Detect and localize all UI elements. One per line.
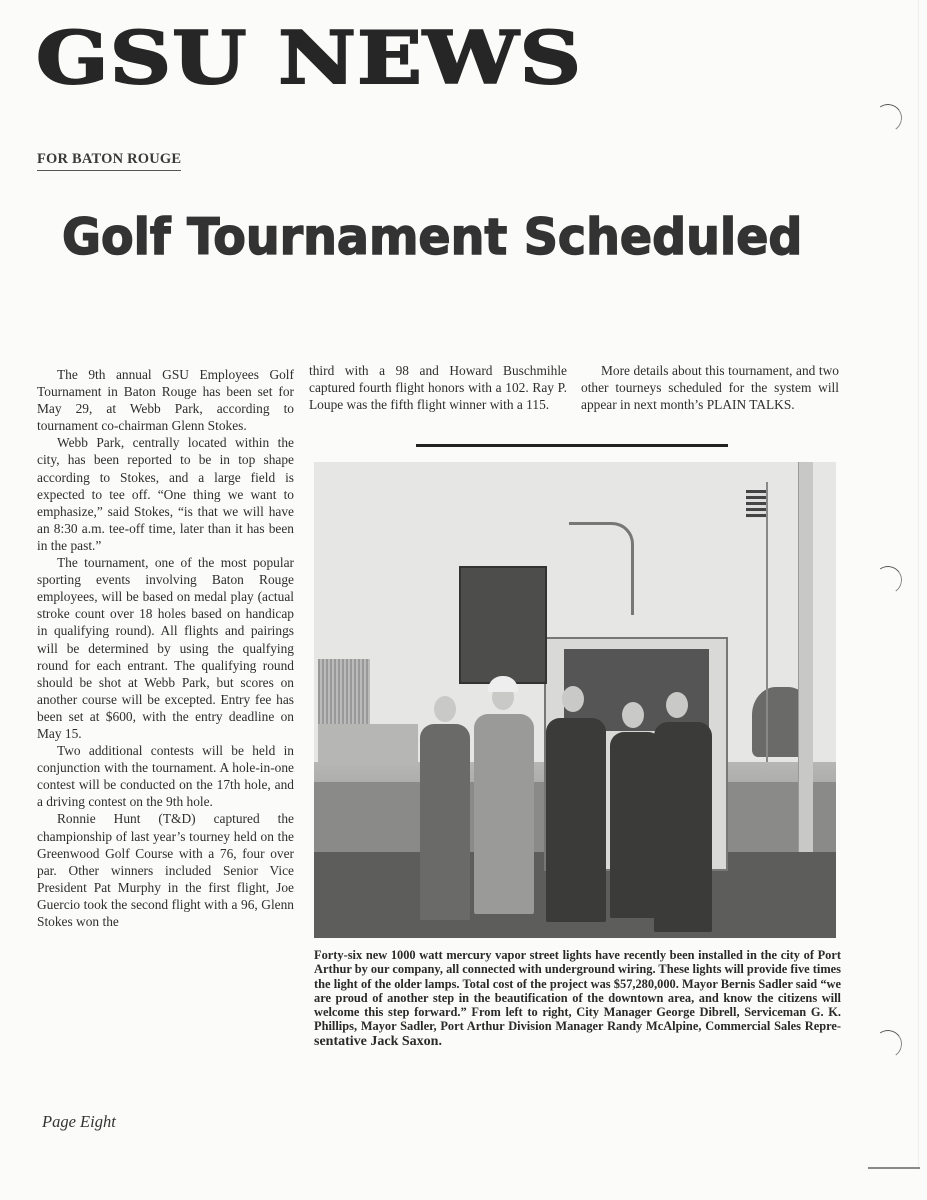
section-divider [416,444,728,447]
photo-person-4-head [622,702,644,728]
photo-person-3-head [562,686,584,712]
photo-street-lamp [569,522,634,615]
paragraph: third with a 98 and Howard Buschmihle captured fourth flight honors with a 102. Ray P. Loupe was the fifth flight winner with a 115. [309,363,567,413]
photo-low-building [318,724,418,764]
punch-hole-mark [872,102,904,134]
article-column-1 [37,366,294,930]
paragraph: Ronnie Hunt (T&D) captured the championship of last year’s tourney held on the Greenwood Golf Course with a 76, four over par. Other winners included Senior Vice President Pat Murphy in the first flight, Joe Guercio took the second flight with a 96, Glenn Stokes won the [37,811,294,929]
paragraph: Webb Park, centrally located within the city, has been reported to be in top shape according to Stokes, and a large field is expected to tee off. “One thing we want to emphasize,” said Stokes, “is that we will have an 8:30 a.m. tee-off time, later than it has been in the past.” [37,435,294,553]
photo-light-pole [798,462,813,852]
paragraph: The 9th annual GSU Employees Golf Tournament in Baton Rouge has been set for May 29, at Webb Park, according to tournament co-chairman Glenn Stokes. [37,367,294,434]
punch-hole-mark [872,1028,904,1060]
photo-person-2 [474,714,534,914]
caption-text: Forty-six new 1000 watt mercury vapor street lights have recently been installed in the city of Port Arthur by our company, all connected with underground wiring. These lights will provide five times the light of the older lamps. Total cost of the project was $57,280,000. Mayor Bernis Sadler said “we are proud of another step in the beautification of the downtown area, and know the citizens will welcome this step forward.” From left to right, City Manager George Dibrell, Serviceman G. K. Phillips, Mayor Sadler, Port Arthur Division Manager Randy McAlpine, Commercial Sales Repre- [314,948,841,1034]
photo-person-3 [546,718,606,922]
paragraph: More details about this tournament, and two other tourneys scheduled for the system will appear in next month’s PLAIN TALKS. [581,363,839,413]
page-corner-shadow [868,1167,920,1169]
caption-tail: sentative Jack Saxon. [314,1033,442,1049]
article-column-2 [309,362,567,413]
news-photo [314,462,836,938]
photo-flag [746,490,766,518]
photo-person-5-head [666,692,688,718]
section-label: FOR BATON ROUGE [37,151,181,171]
photo-person-1-head [434,696,456,722]
page-number: Page Eight [42,1112,116,1131]
photo-person-5 [654,722,712,932]
paragraph: Two additional contests will be held in conjunction with the tournament. A hole-in-one contest will be conducted on the 17th hole, and a driving contest on the 9th hole. [37,743,294,810]
photo-person-1 [420,724,470,920]
article-column-3 [581,362,839,413]
page-edge-shadow [918,0,919,1170]
paragraph: The tournament, one of the most popular sporting events involving Baton Rouge employees, will be based on medal play (actual stroke count over 18 holes based on handicap in qualifying round). All flights and pairings will be determined by using the qualfying round for each entrant. The qualifying round should be shot at Webb Park, but scores on another course will be excepted. Entry fee has been set at $600, with the entry deadline on May 15. [37,555,294,741]
article-headline: Golf Tournament Scheduled [62,208,803,266]
photo-truck-bucket [459,566,547,684]
photo-flagpole [766,482,768,762]
photo-caption [314,948,841,1049]
masthead-title: GSU NEWS [36,15,583,100]
punch-hole-mark [872,564,904,596]
